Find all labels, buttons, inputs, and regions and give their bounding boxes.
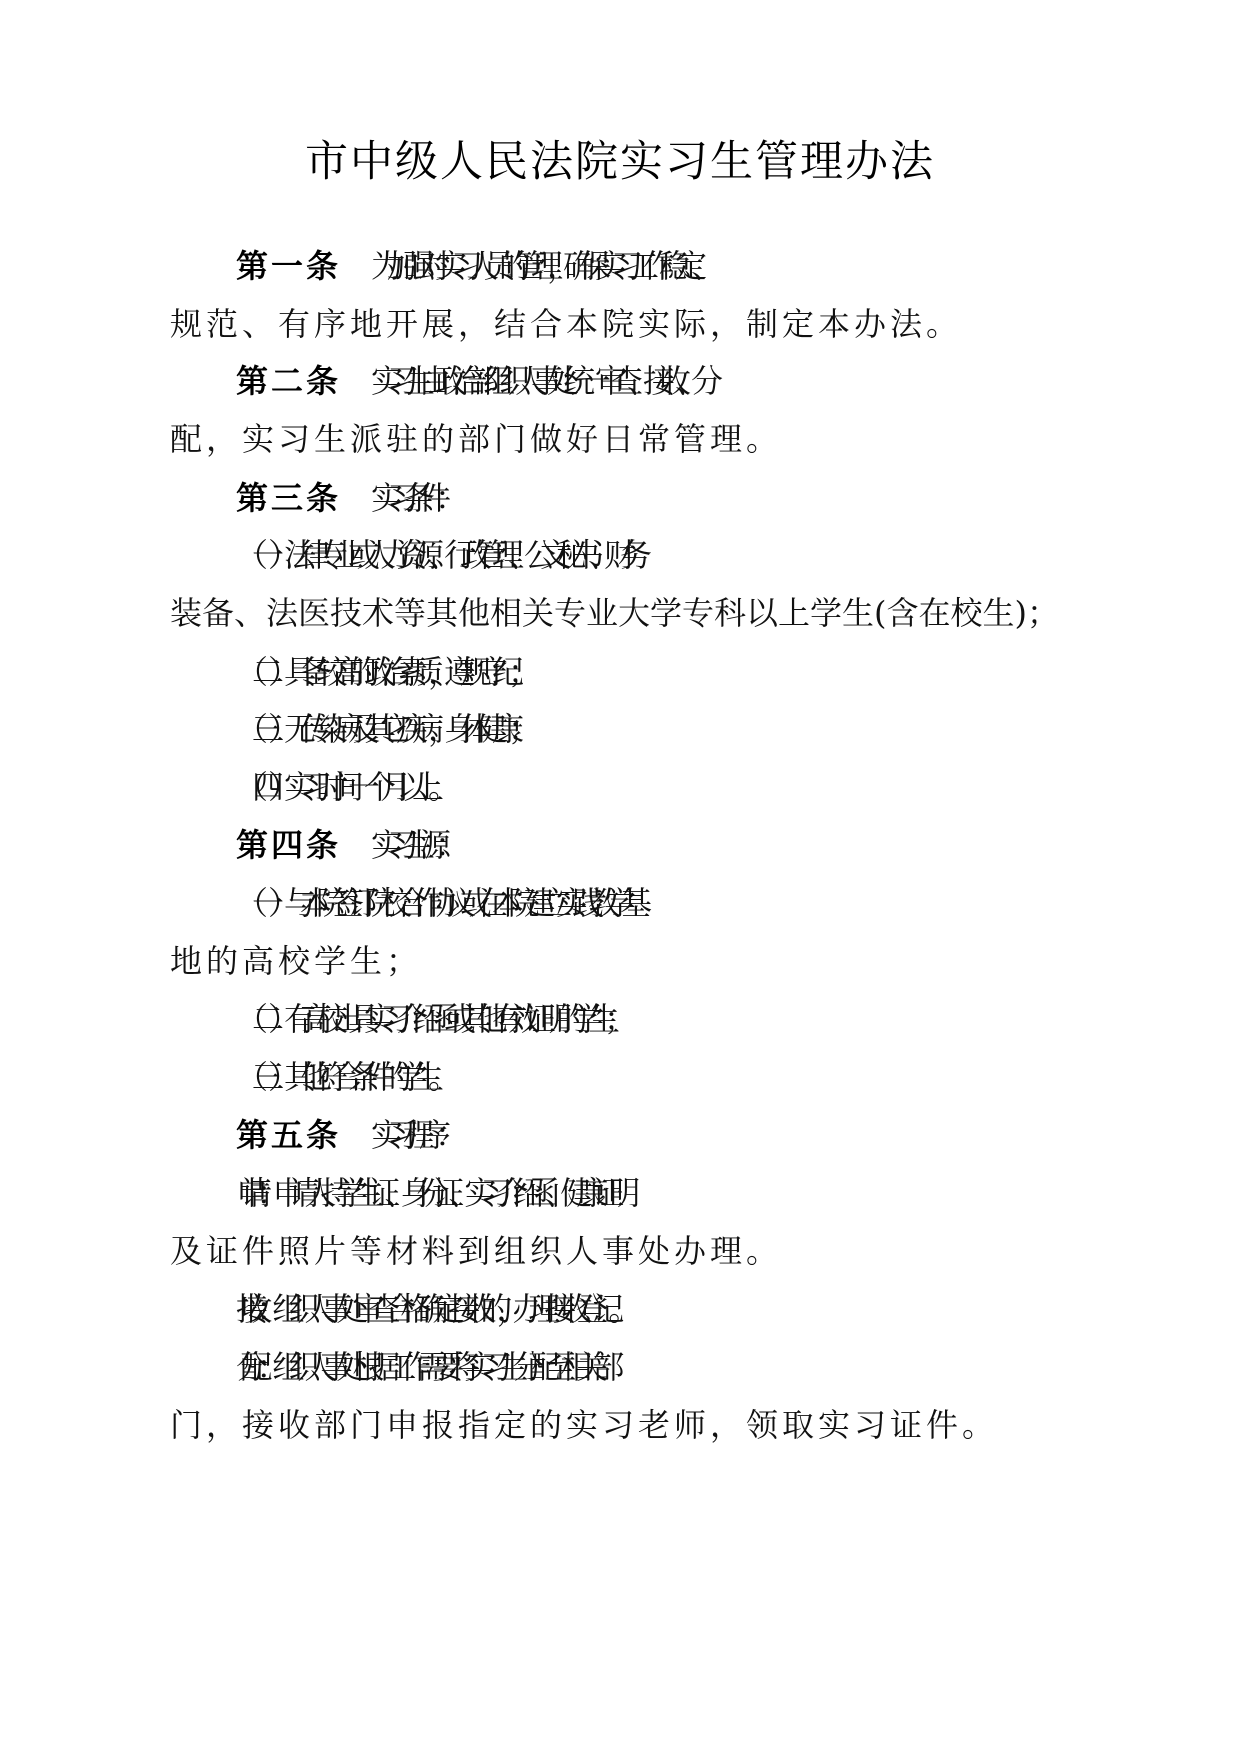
article-text: 实习程序：	[371, 1116, 452, 1154]
article-label: 第五条	[236, 1116, 342, 1154]
document-title: 市中级人民法院实习生管理办法	[305, 137, 935, 187]
item-text: 地的高校学生；	[170, 942, 423, 980]
article-text: 实习条件：	[371, 479, 452, 517]
article-3-item-2	[236, 650, 1136, 694]
item-text: （四）实习时间一个月以上。	[236, 768, 445, 806]
article-4-item-1-line-2	[170, 939, 1070, 983]
article-1-line-1	[236, 244, 1136, 288]
article-3-item-4	[236, 765, 1136, 809]
item-text: （一）与本院签订院校合作协议或在本院建立实践教学基	[236, 884, 637, 922]
article-label: 第二条	[236, 362, 342, 400]
item-text: 接 收：组织人事处审查合格确定接收的，办理接收登记。	[236, 1290, 625, 1328]
article-2-line-2	[170, 417, 1070, 461]
article-3-heading	[236, 476, 1136, 520]
item-text: 门，接收部门申报指定的实习老师，领取实习证件。	[170, 1406, 999, 1444]
item-text: 及证件照片等材料到组织人事处办理。	[170, 1232, 783, 1270]
article-2-line-1	[236, 359, 1136, 403]
article-label: 第四条	[236, 826, 342, 864]
article-1-line-2	[170, 302, 1070, 346]
article-3-item-1-line-1	[236, 533, 1136, 577]
article-5-apply-line-1	[236, 1171, 1136, 1215]
article-3-item-1-line-2	[170, 591, 1070, 635]
article-text: 配，实习生派驻的部门做好日常管理。	[170, 420, 783, 458]
article-4-item-2	[236, 997, 1136, 1041]
article-label: 第三条	[236, 479, 342, 517]
item-text: （三）无传染病及其它疾病，身体健康；	[236, 710, 525, 748]
item-text: （三）其他符合条件的学生。	[236, 1058, 445, 1096]
article-5-heading	[236, 1113, 1136, 1157]
article-4-item-1-line-1	[236, 881, 1136, 925]
article-4-heading	[236, 823, 1136, 867]
item-text: （一）法律专业或人力资源、行政管理、公文秘书、财务	[236, 536, 637, 574]
item-text: （二）具备较高的政治素质，遵规守纪；	[236, 653, 525, 691]
item-text: （二）有高校出具实习介绍函或其他有效证明的学生；	[236, 1000, 621, 1038]
article-text: 规范、有序地开展，结合本院实际，制定本办法。	[170, 305, 963, 343]
article-5-assign-line-1	[236, 1345, 1136, 1389]
article-text: 实习生由政治部组织人事处统一审查、接收、分	[371, 362, 708, 400]
item-text: 分 配：组织人事处根据工作需要将实习生分配至相关部	[236, 1348, 609, 1386]
article-5-assign-line-2	[170, 1403, 1070, 1447]
article-5-receive	[236, 1287, 1136, 1331]
article-text: 实习生源：	[371, 826, 452, 864]
article-3-item-3	[236, 707, 1136, 751]
article-text: 为加强对实习人员的管理，确保实习工作稳定、	[371, 247, 708, 285]
item-text: 申 请：申请人持学生证、身份证、实习介绍函、健康证明	[236, 1174, 625, 1212]
article-label: 第一条	[236, 247, 342, 285]
item-text: 装备、法医技术等其他相关专业大学专科以上学生(含在校生)；	[170, 594, 1059, 632]
article-5-apply-line-2	[170, 1229, 1070, 1273]
article-4-item-3	[236, 1055, 1136, 1099]
